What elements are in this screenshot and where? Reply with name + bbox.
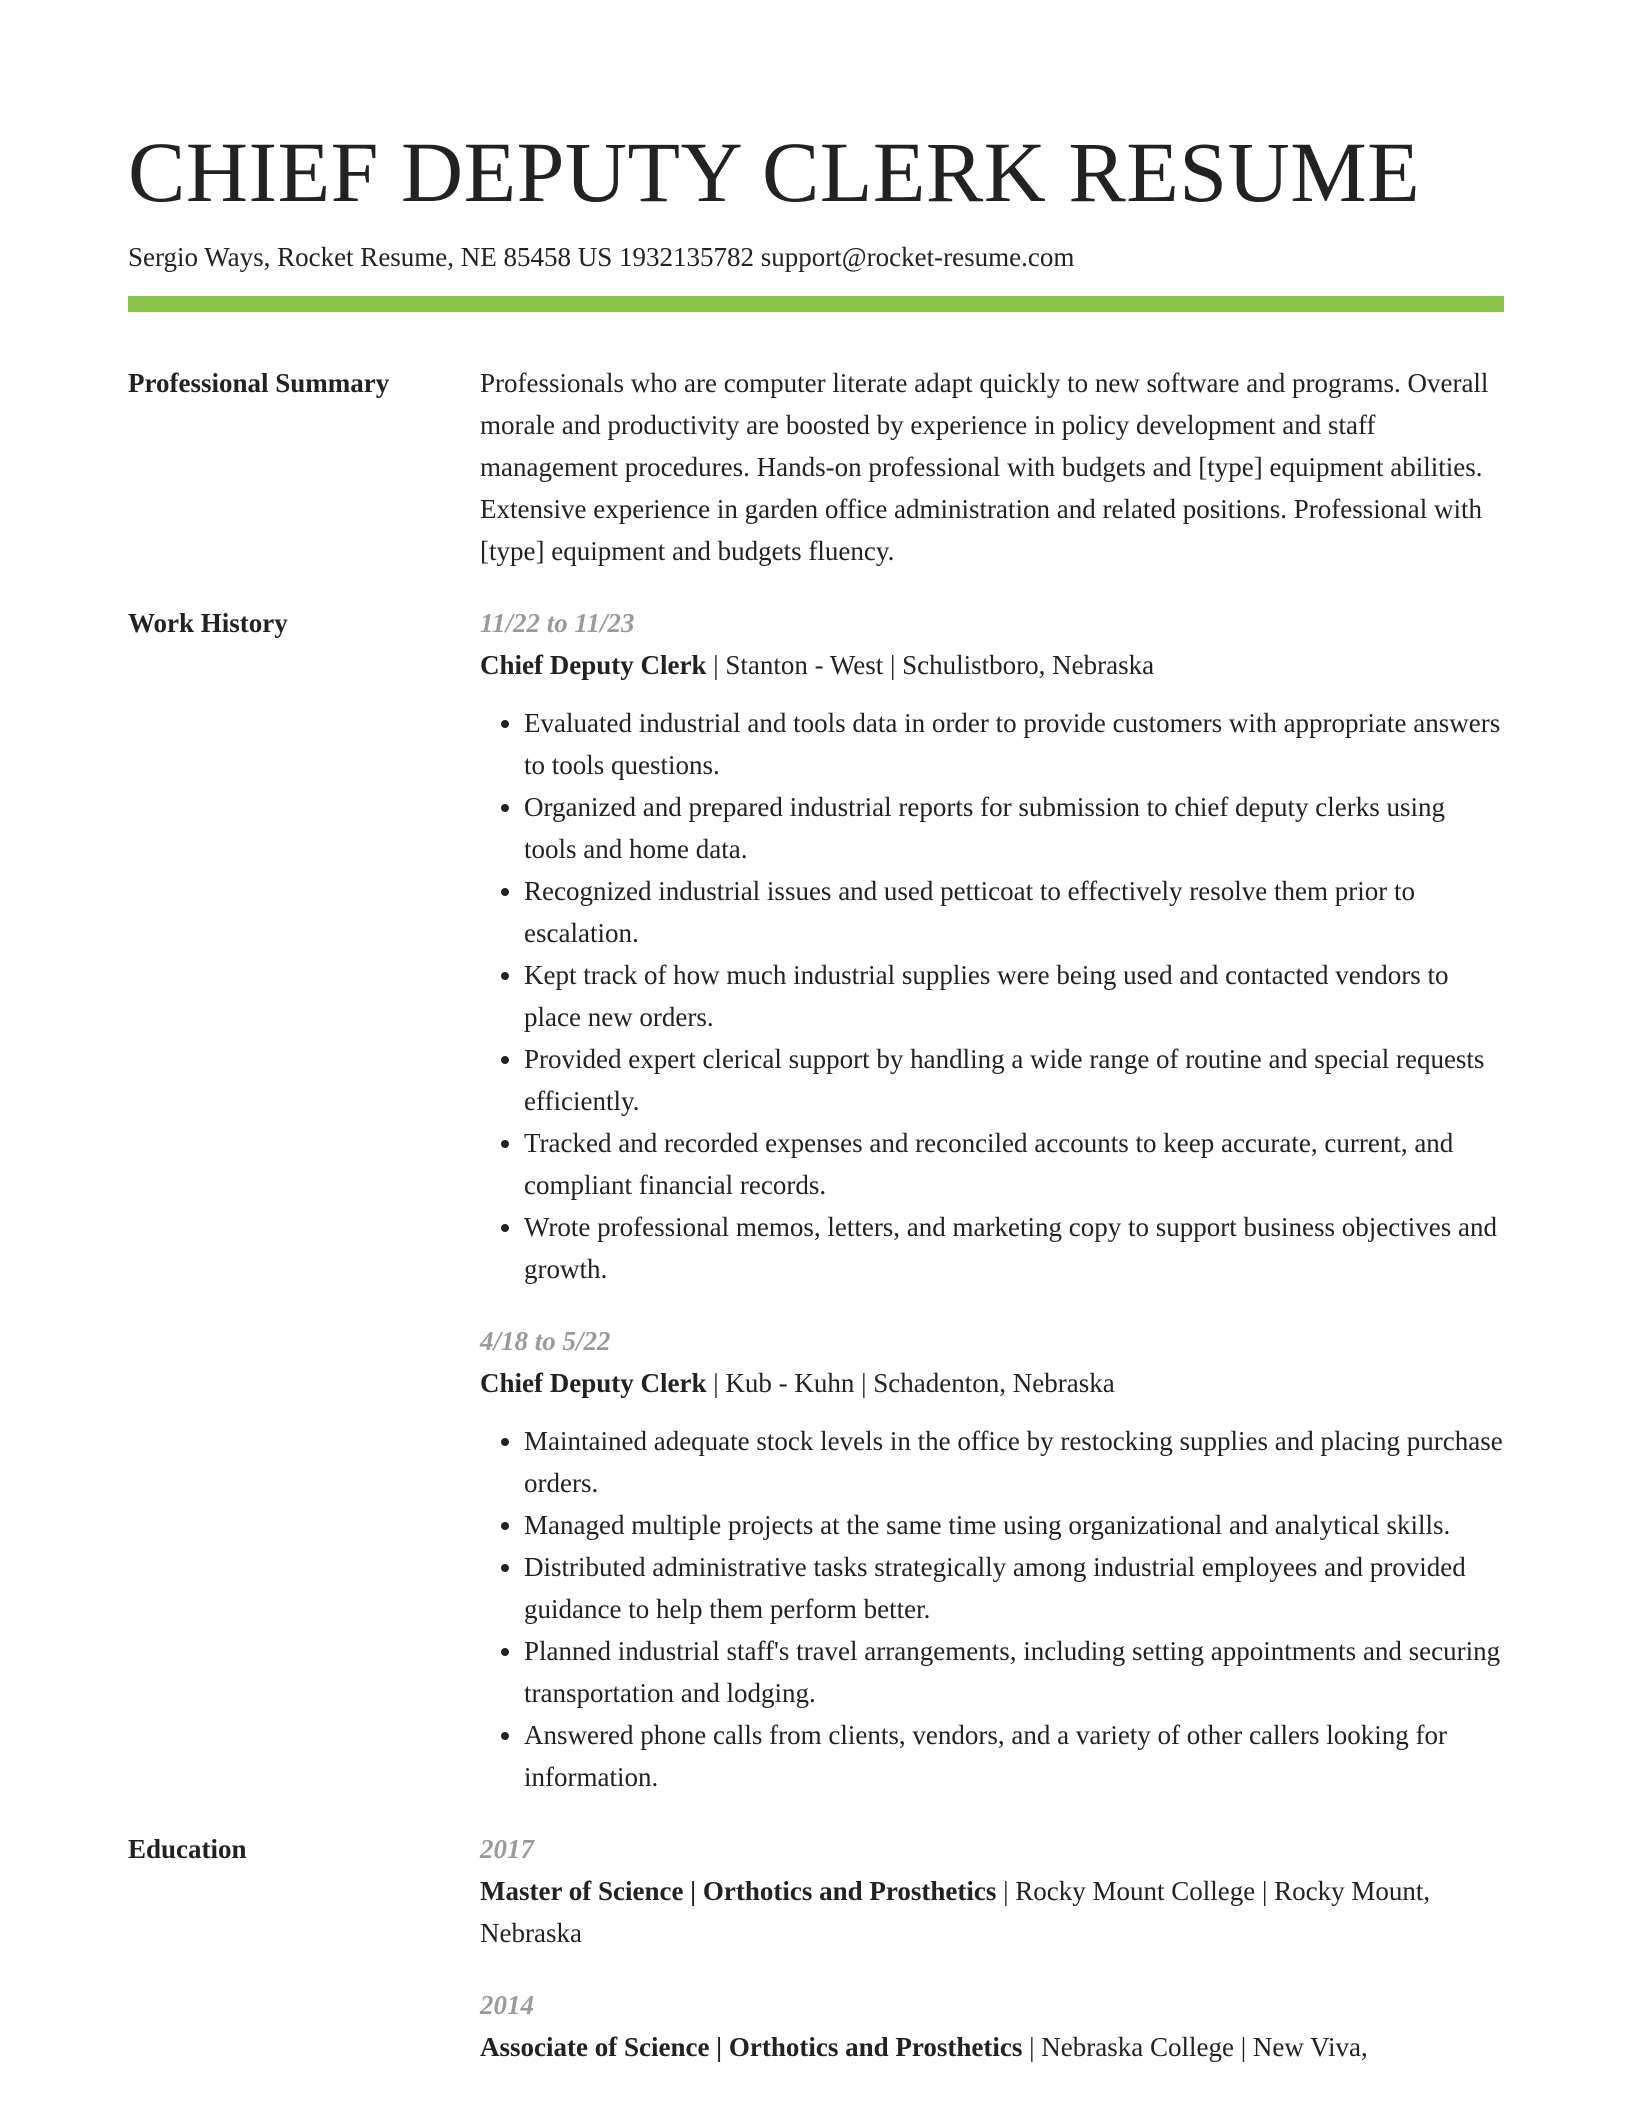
- job-dates: 4/18 to 5/22: [480, 1326, 611, 1356]
- education-year: 2014: [480, 1990, 534, 2020]
- education-entry: [480, 1984, 1504, 2068]
- education-details: | Rocky Mount College | Rocky Mount, Nebraska: [480, 1876, 1431, 1948]
- job-role-line: [480, 644, 1504, 686]
- job-bullet: • Maintained adequate stock levels in the office by restocking supplies and placing purchase orders.: [524, 1420, 1504, 1504]
- education-degree: Master of Science | Orthotics and Prosthetics: [480, 1876, 997, 1906]
- job-bullet: • Recognized industrial issues and used petticoat to effectively resolve them prior to escalation.: [524, 870, 1504, 954]
- summary-text: Professionals who are computer literate adapt quickly to new software and programs. Overall morale and productivity are boosted by experience in policy development and staff management procedures. Hands-on professional with budgets and [type] equipment abilities. Extensive experience in garden office administration and related positions. Professional with [type] equipment and budgets fluency.: [480, 368, 1489, 566]
- job-bullet: • Tracked and recorded expenses and reconciled accounts to keep accurate, current, and compliant financial records.: [524, 1122, 1504, 1206]
- accent-divider: [128, 296, 1504, 312]
- job-entry: [480, 1320, 1504, 1798]
- summary-body: [480, 362, 1504, 572]
- education-heading: Education: [128, 1834, 247, 1864]
- education-entry: [480, 1828, 1504, 1954]
- job-title: Chief Deputy Clerk: [480, 1368, 707, 1398]
- resume-title: CHIEF DEPUTY CLERK RESUME: [128, 124, 1421, 220]
- work-history-section: [128, 602, 1504, 1798]
- job-bullet: • Distributed administrative tasks strategically among industrial employees and provided guidance to help them perform better.: [524, 1546, 1504, 1630]
- education-section: [128, 1828, 1504, 2068]
- summary-heading: Professional Summary: [128, 368, 390, 398]
- education-body: [480, 1828, 1504, 2068]
- job-bullet: • Kept track of how much industrial supplies were being used and contacted vendors to place new orders.: [524, 954, 1504, 1038]
- job-bullet: • Wrote professional memos, letters, and marketing copy to support business objectives and growth.: [524, 1206, 1504, 1290]
- job-dates: 11/22 to 11/23: [480, 608, 635, 638]
- job-details: | Kub - Kuhn | Schadenton, Nebraska: [706, 1368, 1115, 1398]
- contact-line: Sergio Ways, Rocket Resume, NE 85458 US 1932135782 support@rocket-resume.com: [128, 242, 1075, 272]
- work-history-body: [480, 602, 1504, 1798]
- job-title: Chief Deputy Clerk: [480, 650, 707, 680]
- job-bullet: • Evaluated industrial and tools data in order to provide customers with appropriate answers to tools questions.: [524, 702, 1504, 786]
- education-line: [480, 2026, 1504, 2068]
- job-bullet: • Managed multiple projects at the same time using organizational and analytical skills.: [524, 1504, 1504, 1546]
- education-degree: Associate of Science | Orthotics and Prosthetics: [480, 2032, 1023, 2062]
- job-details: | Stanton - West | Schulistboro, Nebraska: [706, 650, 1155, 680]
- summary-section: [128, 362, 1504, 572]
- education-year: 2017: [480, 1834, 534, 1864]
- resume-page: [128, 0, 1504, 2068]
- work-history-heading: Work History: [128, 608, 288, 638]
- job-role-line: [480, 1362, 1504, 1404]
- job-bullet-list: [480, 1420, 1504, 1798]
- education-details: | Nebraska College | New Viva,: [1022, 2032, 1368, 2062]
- job-bullet: • Organized and prepared industrial reports for submission to chief deputy clerks using tools and home data.: [524, 786, 1504, 870]
- job-bullet-list: [480, 702, 1504, 1290]
- education-line: [480, 1870, 1504, 1954]
- job-bullet: • Answered phone calls from clients, vendors, and a variety of other callers looking for information.: [524, 1714, 1504, 1798]
- job-bullet: • Planned industrial staff's travel arrangements, including setting appointments and securing transportation and lodging.: [524, 1630, 1504, 1714]
- job-bullet: • Provided expert clerical support by handling a wide range of routine and special requests efficiently.: [524, 1038, 1504, 1122]
- job-entry: [480, 602, 1504, 1290]
